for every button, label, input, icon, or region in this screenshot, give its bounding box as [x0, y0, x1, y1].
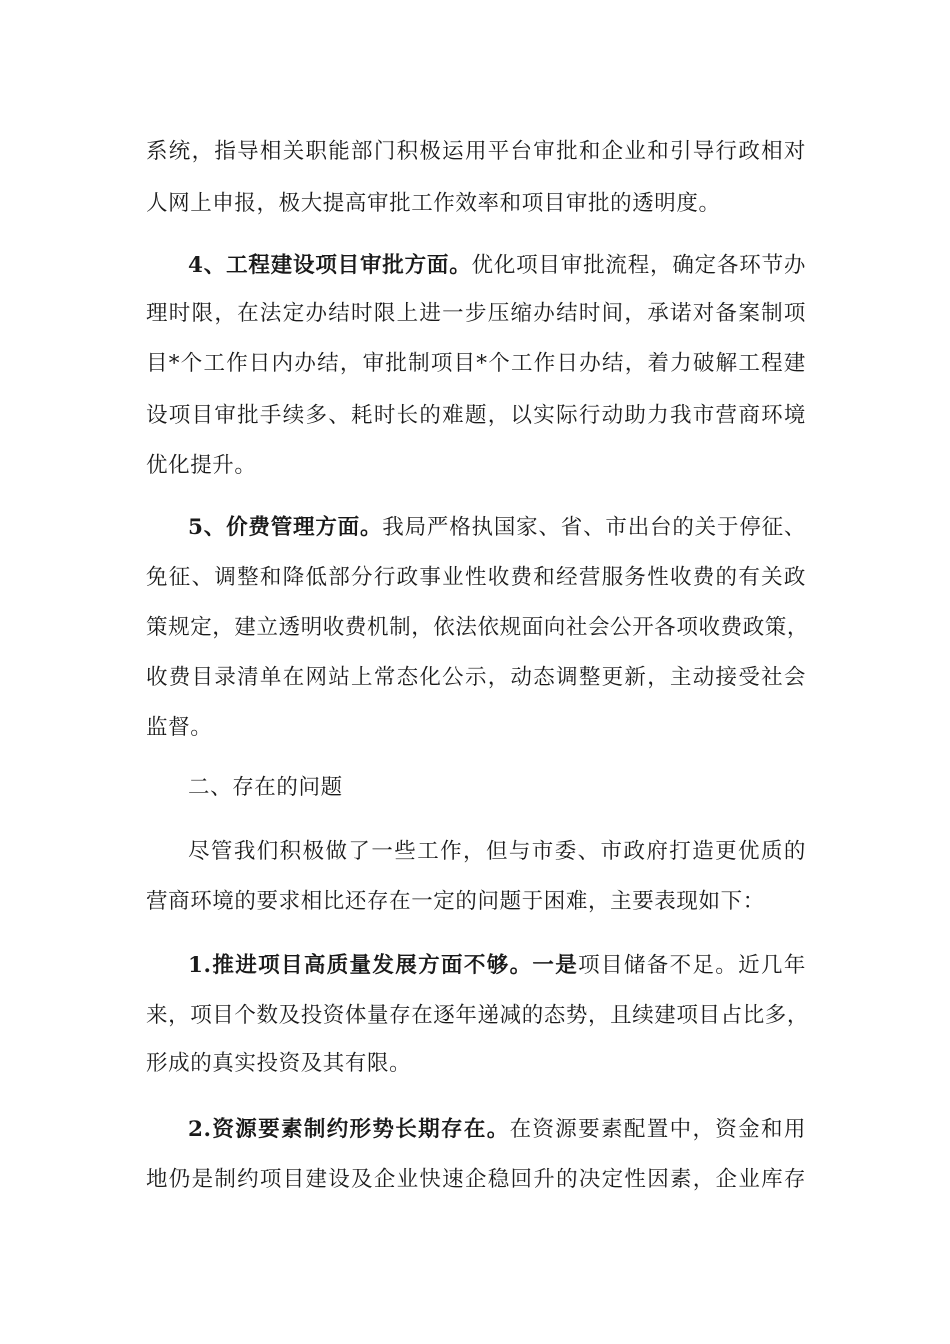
paragraph-text: 优化项目审批流程，确定各环节办 — [471, 253, 806, 278]
paragraph-line: 人网上申报，极大提高审批工作效率和项目审批的透明度。 — [146, 191, 721, 216]
paragraph-line: 优化提升。 — [146, 453, 257, 478]
paragraph-line: 免征、调整和降低部分行政事业性收费和经营服务性收费的有关政 — [146, 565, 806, 590]
paragraph-line: 理时限，在法定办结时限上进一步压缩办结时间，承诺对备案制项 — [146, 301, 806, 326]
paragraph-line — [188, 248, 806, 284]
paragraph-line: 地仍是制约项目建设及企业快速企稳回升的决定性因素，企业库存 — [146, 1167, 806, 1192]
paragraph-line: 尽管我们积极做了一些工作，但与市委、市政府打造更优质的 — [188, 839, 806, 864]
paragraph-heading: 1.推进项目高质量发展方面不够。一是 — [188, 953, 579, 978]
paragraph-line: 营商环境的要求相比还存在一定的问题于困难，主要表现如下： — [146, 889, 765, 914]
paragraph-line — [188, 510, 806, 546]
paragraph-line: 监督。 — [146, 715, 213, 740]
paragraph-line: 收费目录清单在网站上常态化公示，动态调整更新，主动接受社会 — [146, 665, 806, 690]
paragraph-text: 项目储备不足。近几年 — [578, 953, 806, 978]
paragraph-text: 在资源要素配置中，资金和用 — [509, 1117, 806, 1142]
paragraph-line: 系统，指导相关职能部门积极运用平台审批和企业和引导行政相对 — [146, 139, 806, 164]
paragraph-line — [188, 948, 806, 984]
paragraph-line: 设项目审批手续多、耗时长的难题，以实际行动助力我市营商环境 — [146, 403, 806, 428]
paragraph-line: 形成的真实投资及其有限。 — [146, 1051, 412, 1076]
section-title: 二、存在的问题 — [188, 775, 343, 800]
paragraph-line: 来，项目个数及投资体量存在逐年递减的态势，且续建项目占比多， — [146, 1003, 810, 1028]
paragraph-heading: 2.资源要素制约形势长期存在。 — [188, 1117, 510, 1142]
paragraph-line: 目*个工作日内办结，审批制项目*个工作日办结，着力破解工程建 — [146, 351, 806, 376]
paragraph-line — [188, 1112, 806, 1148]
paragraph-line: 策规定，建立透明收费机制，依法依规面向社会公开各项收费政策， — [146, 615, 810, 640]
paragraph-heading: 5、价费管理方面。 — [188, 515, 383, 540]
paragraph-text: 我局严格执国家、省、市出台的关于停征、 — [382, 515, 806, 540]
paragraph-heading: 4、工程建设项目审批方面。 — [188, 253, 472, 278]
